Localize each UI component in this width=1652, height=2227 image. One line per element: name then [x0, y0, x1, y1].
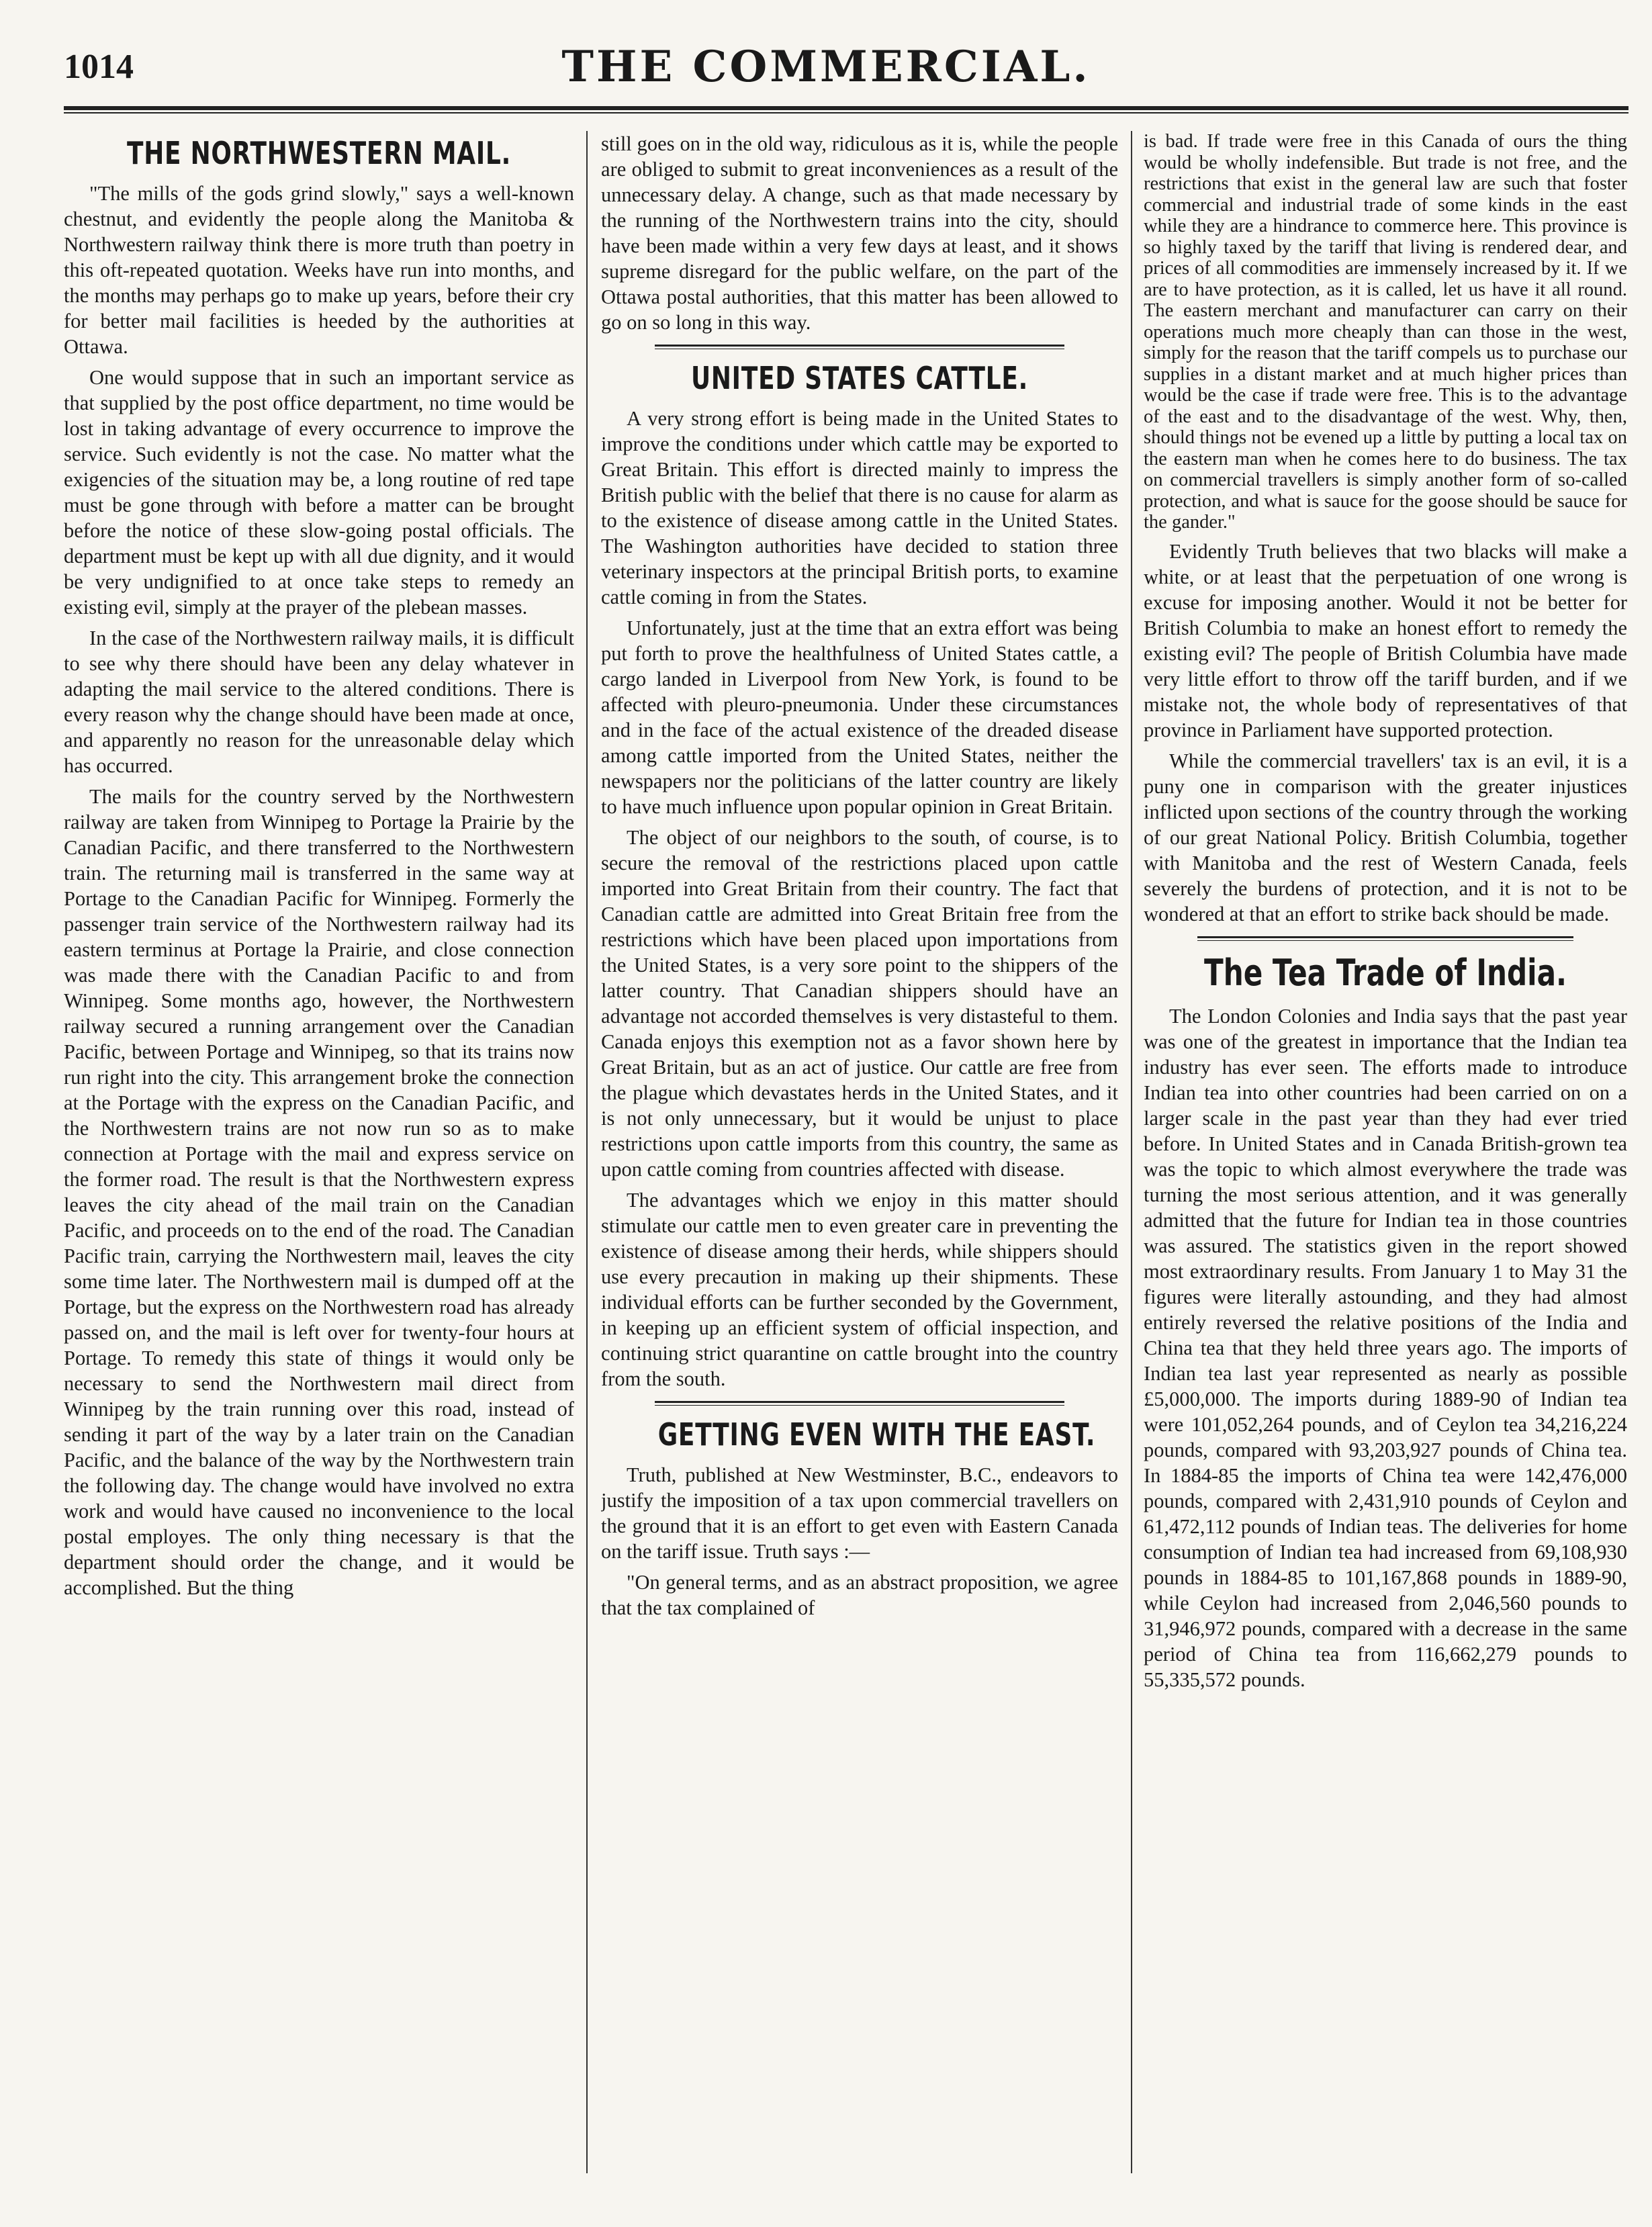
column-divider-2 — [1131, 131, 1132, 2173]
article-title-northwestern-mail: THE NORTHWESTERN MAIL. — [126, 135, 512, 171]
column-2 — [601, 131, 1118, 2187]
paragraph: still goes on in the old way, ridiculous as it is, while the people are obliged to submit to great inconveniences as a result of the unnecessary delay. A change, such as that made necessary by the running of the Northwestern trains into the city, should have been made within a very few days at least, and it shows supreme disregard for the public welfare, on the part of the Ottawa postal authorities, that this matter has been allowed to go on so long in this way. — [601, 132, 1118, 334]
paragraph: Unfortunately, just at the time that an extra effort was being put forth to prove the healthfulness of United States cattle, a cargo landed in Liverpool from New York, is found to be affected with pleuro-pneumonia. Under these circumstances and in the face of the actual existence of the dreaded disease among cattle imported from the United States, neither the newspapers nor the politicians of the latter country are likely to have much influence upon popular opinion in Great Britain. — [601, 617, 1118, 818]
paragraph: The London Colonies and India says that the past year was one of the greatest in importance that the Indian tea industry has ever seen. The efforts made to introduce Indian tea into other countries had been carried on on a larger scale in the past year than they had ever tried before. In United States and in Canada British-grown tea was the topic to which almost everywhere the trade was turning the most serious attention, and it was generally admitted that the future for Indian tea in those countries was assured. The statistics given in the report showed most extraordinary results. From January 1 to May 31 the figures were literally astounding, and they had almost entirely reversed the relative positions of the India and China tea that they held three years ago. The imports of Indian tea last year represented as nearly as possible £5,000,000. The imports during 1889-90 of Indian tea were 101,052,264 pounds, and of Ceylon tea 34,216,224 pounds, compared with 93,203,927 pounds of China tea. In 1884-85 the imports of China tea were 142,476,000 pounds, compared with 2,431,910 pounds of Ceylon and 61,472,112 pounds of Indian teas. The deliveries for home consumption of Indian tea had increased from 69,108,930 pounds in 1884-85 to 101,167,868 pounds in 1889-90, while Ceylon had increased from 2,046,560 pounds to 31,946,972 pounds, compared with a decrease in the same period of China tea from 116,662,279 pounds to 55,335,572 pounds. — [1144, 1004, 1627, 1691]
paragraph: The mails for the country served by the Northwestern railway are taken from Winnipeg to Portage la Prairie by the Canadian Pacific, and there transferred to the Northwestern train. The returning mail is transferred in the same way at Portage to the Canadian Pacific for Winnipeg. Formerly the passenger train service of the Northwestern railway had its eastern terminus at Portage la Prairie, and close connection was made there with the Canadian Pacific to and from Winnipeg. Some months ago, however, the Northwestern railway secured a running arrangement over the Canadian Pacific, between Portage and Winnipeg, so that its trains now run right into the city. This arrangement broke the connection at the Portage with the express on the Canadian Pacific, and the Northwestern trains are not now run so as to make connection at Portage with the mail and express service on the former road. The result is that the Northwestern express leaves the city ahead of the mail train on the Canadian Pacific, and proceeds on to the end of the road. The Canadian Pacific train, carrying the Northwestern mail, leaves the city some time later. The Northwestern mail is dumped off at the Portage, but the express on the Northwestern road has already passed on, and the mail is left over for twenty-four hours at Portage. To remedy this state of things it would only be necessary to send the Northwestern mail direct from Winnipeg by the train running over this road, instead of sending it part of the way by a later train on the Canadian Pacific, and the balance of the way by the Northwestern train the following day. The change would have involved no extra work and would have caused no inconvenience to the local postal employes. The only thing necessary is that the department should order the change, and it would be accomplished. But the thing — [64, 785, 574, 1599]
article-title-tea-trade: The Tea Trade of India. — [1203, 951, 1567, 994]
paragraph: In the case of the Northwestern railway mails, it is difficult to see why there should have been any delay whatever in adapting the mail service to the altered conditions. There is every reason why the change should have been made at once, and apparently no reason for the unreasonable delay which has occurred. — [64, 627, 574, 777]
page-number: 1014 — [64, 48, 134, 86]
paragraph: Truth, published at New Westminster, B.C., endeavors to justify the imposition of a tax upon commercial travellers on the ground that it is an effort to get even with Eastern Canada on the tariff issue. Truth says :— — [601, 1463, 1118, 1563]
newspaper-title: THE COMMERCIAL. — [561, 42, 1091, 92]
paragraph: A very strong effort is being made in the United States to improve the conditions under which cattle may be exported to Great Britain. This effort is directed mainly to impress the British public with the belief that there is no cause for alarm as to the existence of disease among cattle in the United States. The Washington authorities have decided to station three veterinary inspectors at the principal British ports, to examine cattle coming in from the States. — [601, 407, 1118, 608]
article-title-united-states-cattle: UNITED STATES CATTLE. — [690, 360, 1029, 396]
paragraph: "The mills of the gods grind slowly," says a well-known chestnut, and evidently the people along the Manitoba & Northwestern railway think there is more truth than poetry in this oft-repeated quotation. Weeks have run into months, and the months may perhaps go to make up years, before their cry for better mail facilities is heeded by the authorities at Ottawa. — [64, 182, 574, 358]
section-separator — [655, 345, 1064, 349]
masthead-rule-thin — [64, 112, 1628, 113]
column-3 — [1144, 131, 1627, 2187]
column-1 — [64, 131, 574, 2187]
paragraph: While the commercial travellers' tax is an evil, it is a puny one in comparison with the greater injustices inflicted upon sections of the country through the working of our great National Policy. British Columbia, together with Manitoba and the rest of Western Canada, feels severely the burdens of protection, and it is not to be wondered at that an effort to strike back should be made. — [1144, 749, 1627, 925]
section-separator — [655, 1401, 1064, 1406]
paragraph: The object of our neighbors to the south, of course, is to secure the removal of the restrictions placed upon cattle imported into Great Britain from their country. The fact that Canadian cattle are admitted into Great Britain free from the restrictions which have been placed upon importations from the United States, is a very sore point to the shippers of the latter country. That Canadian shippers should have an advantage not accorded themselves is very distasteful to them. Canada enjoys this exemption not as a favor shown here by Great Britain, but as an act of justice. Our cattle are free from the plague which devastates herds in the United States, and it is not only unnecessary, but it would be unjust to place restrictions upon cattle imports from this country, the same as upon cattle coming from countries affected with disease. — [601, 826, 1118, 1181]
paragraph: The advantages which we enjoy in this matter should stimulate our cattle men to even greater care in preventing the existence of disease among their herds, while shippers should use every precaution in making up their shipments. These individual efforts can be further seconded by the Government, in keeping up an efficient system of official inspection, and continuing strict quarantine on cattle brought into the country from the south. — [601, 1189, 1118, 1390]
masthead-rule — [64, 106, 1628, 110]
paragraph: Evidently Truth believes that two blacks will make a white, or at least that the perpetuation of one wrong is excuse for imposing another. Would it not be better for British Columbia to make an honest effort to remedy the existing evil? The people of British Columbia have made very little effort to throw off the tariff burden, and if we mistake not, the whole body of representatives of that province in Parliament have supported protection. — [1144, 539, 1627, 741]
paragraph: One would suppose that in such an important service as that supplied by the post office department, no time would be lost in taking advantage of every occurrence to improve the service. Such evidently is not the case. No matter what the exigencies of the situation may be, a long routine of red tape must be gone through with before a matter can be brought before the notice of these slow-going postal officials. The department must be kept up with all due dignity, and it would be very undignified to at once take steps to remedy an existing evil, simply at the prayer of the plebean masses. — [64, 366, 574, 619]
column-divider-1 — [586, 131, 588, 2173]
paragraph: is bad. If trade were free in this Canada of ours the thing would be wholly indefensible. But trade is not free, and the restrictions that exist in the general law are such that foster commercial and industrial trade of some kinds in the east while they are a hindrance to commerce here. This province is so highly taxed by the tariff that living is rendered dear, and prices of all commodities are immensely increased by it. If we are to have protection, as it is called, let us have it all round. The eastern merchant and manufacturer can carry on their operations much more cheaply than can those in the west, simply for the reason that the tariff compels us to purchase our supplies in a distant market and at much higher prices than would be the case if trade were free. This is to the advantage of the east and to the disadvantage of the west. Why, then, should things not be evened up a little by putting a local tax on the eastern man when he comes here to do business. The tax on commercial travellers is simply another form of so-called protection, and what is sauce for the goose should be sauce for the gander." — [1144, 131, 1627, 533]
section-separator — [1197, 936, 1573, 941]
masthead — [0, 0, 1652, 114]
paragraph: "On general terms, and as an abstract proposition, we agree that the tax complained of — [601, 1571, 1118, 1619]
article-title-getting-even: GETTING EVEN WITH THE EAST. — [657, 1416, 1096, 1453]
